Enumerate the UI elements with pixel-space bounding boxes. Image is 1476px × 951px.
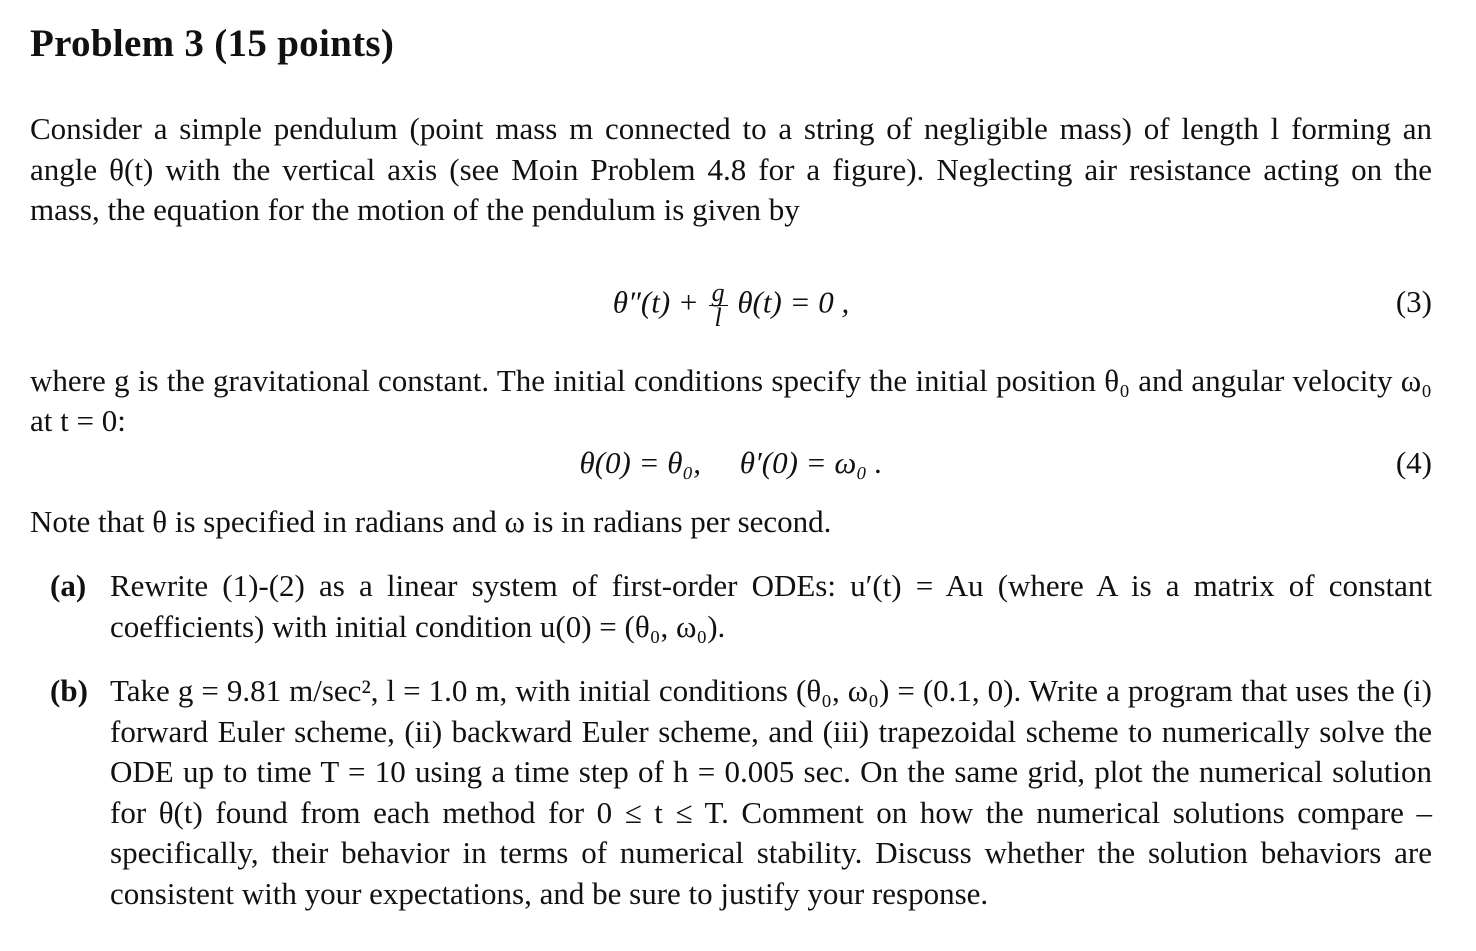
- equation-3-right: θ(t) = 0 ,: [737, 284, 850, 320]
- note-paragraph: Note that θ is specified in radians and ω is in radians per second.: [30, 503, 832, 539]
- part-b-text: Take g = 9.81 m/sec², l = 1.0 m, with initial conditions (θ₀, ω₀) = (0.1, 0). Write a program that uses the (i) forward Euler scheme, (ii) backward Euler scheme, and (iii) trapezoidal scheme to numerically solve the ODE up to time T = 10 using a time step of h = 0.005 sec. On the same grid, plot the numerical solution for θ(t) found from each method for 0 ≤ t ≤ T. Comment on how the numerical solutions compare – specifically, their behavior in terms of numerical stability. Discuss whether the solution behaviors are consistent with your expectations, and be sure to justify your response.: [110, 673, 1432, 911]
- equation-3-fraction: [709, 277, 728, 332]
- equation-4-body: [30, 442, 1432, 484]
- where-paragraph: where g is the gravitational constant. The initial conditions specify the initial position θ₀ and angular velocity ω₀ at t = 0:: [30, 362, 1432, 438]
- part-a-text: Rewrite (1)-(2) as a linear system of first-order ODEs: u′(t) = Au (where A is a matrix of constant coefficients) with initial condition u(0) = (θ₀, ω₀).: [110, 568, 1432, 644]
- equation-4-text: θ(0) = θ₀, θ′(0) = ω₀ .: [579, 444, 883, 480]
- part-a-label: (a): [50, 568, 87, 603]
- intro-paragraph: Consider a simple pendulum (point mass m connected to a string of negligible mass) of length l forming an angle θ(t) with the vertical axis (see Moin Problem 4.8 for a figure). Neglecting air resistance acting on the mass, the equation for the motion of the pendulum is given by: [30, 111, 1432, 227]
- part-b-label: (b): [50, 673, 88, 708]
- part-a: [30, 566, 1432, 647]
- equation-4: [30, 442, 1432, 484]
- equation-3-body: [30, 277, 1432, 332]
- equation-3-number: (3): [1395, 283, 1432, 319]
- part-b: [30, 671, 1432, 914]
- equation-3: [30, 269, 1432, 332]
- equation-4-number: (4): [1395, 444, 1432, 480]
- problem-title: Problem 3 (15 points): [30, 22, 395, 65]
- fraction-numerator: g: [709, 281, 728, 306]
- fraction-denominator: l: [714, 302, 722, 332]
- equation-3-left: θ″(t) +: [612, 284, 699, 320]
